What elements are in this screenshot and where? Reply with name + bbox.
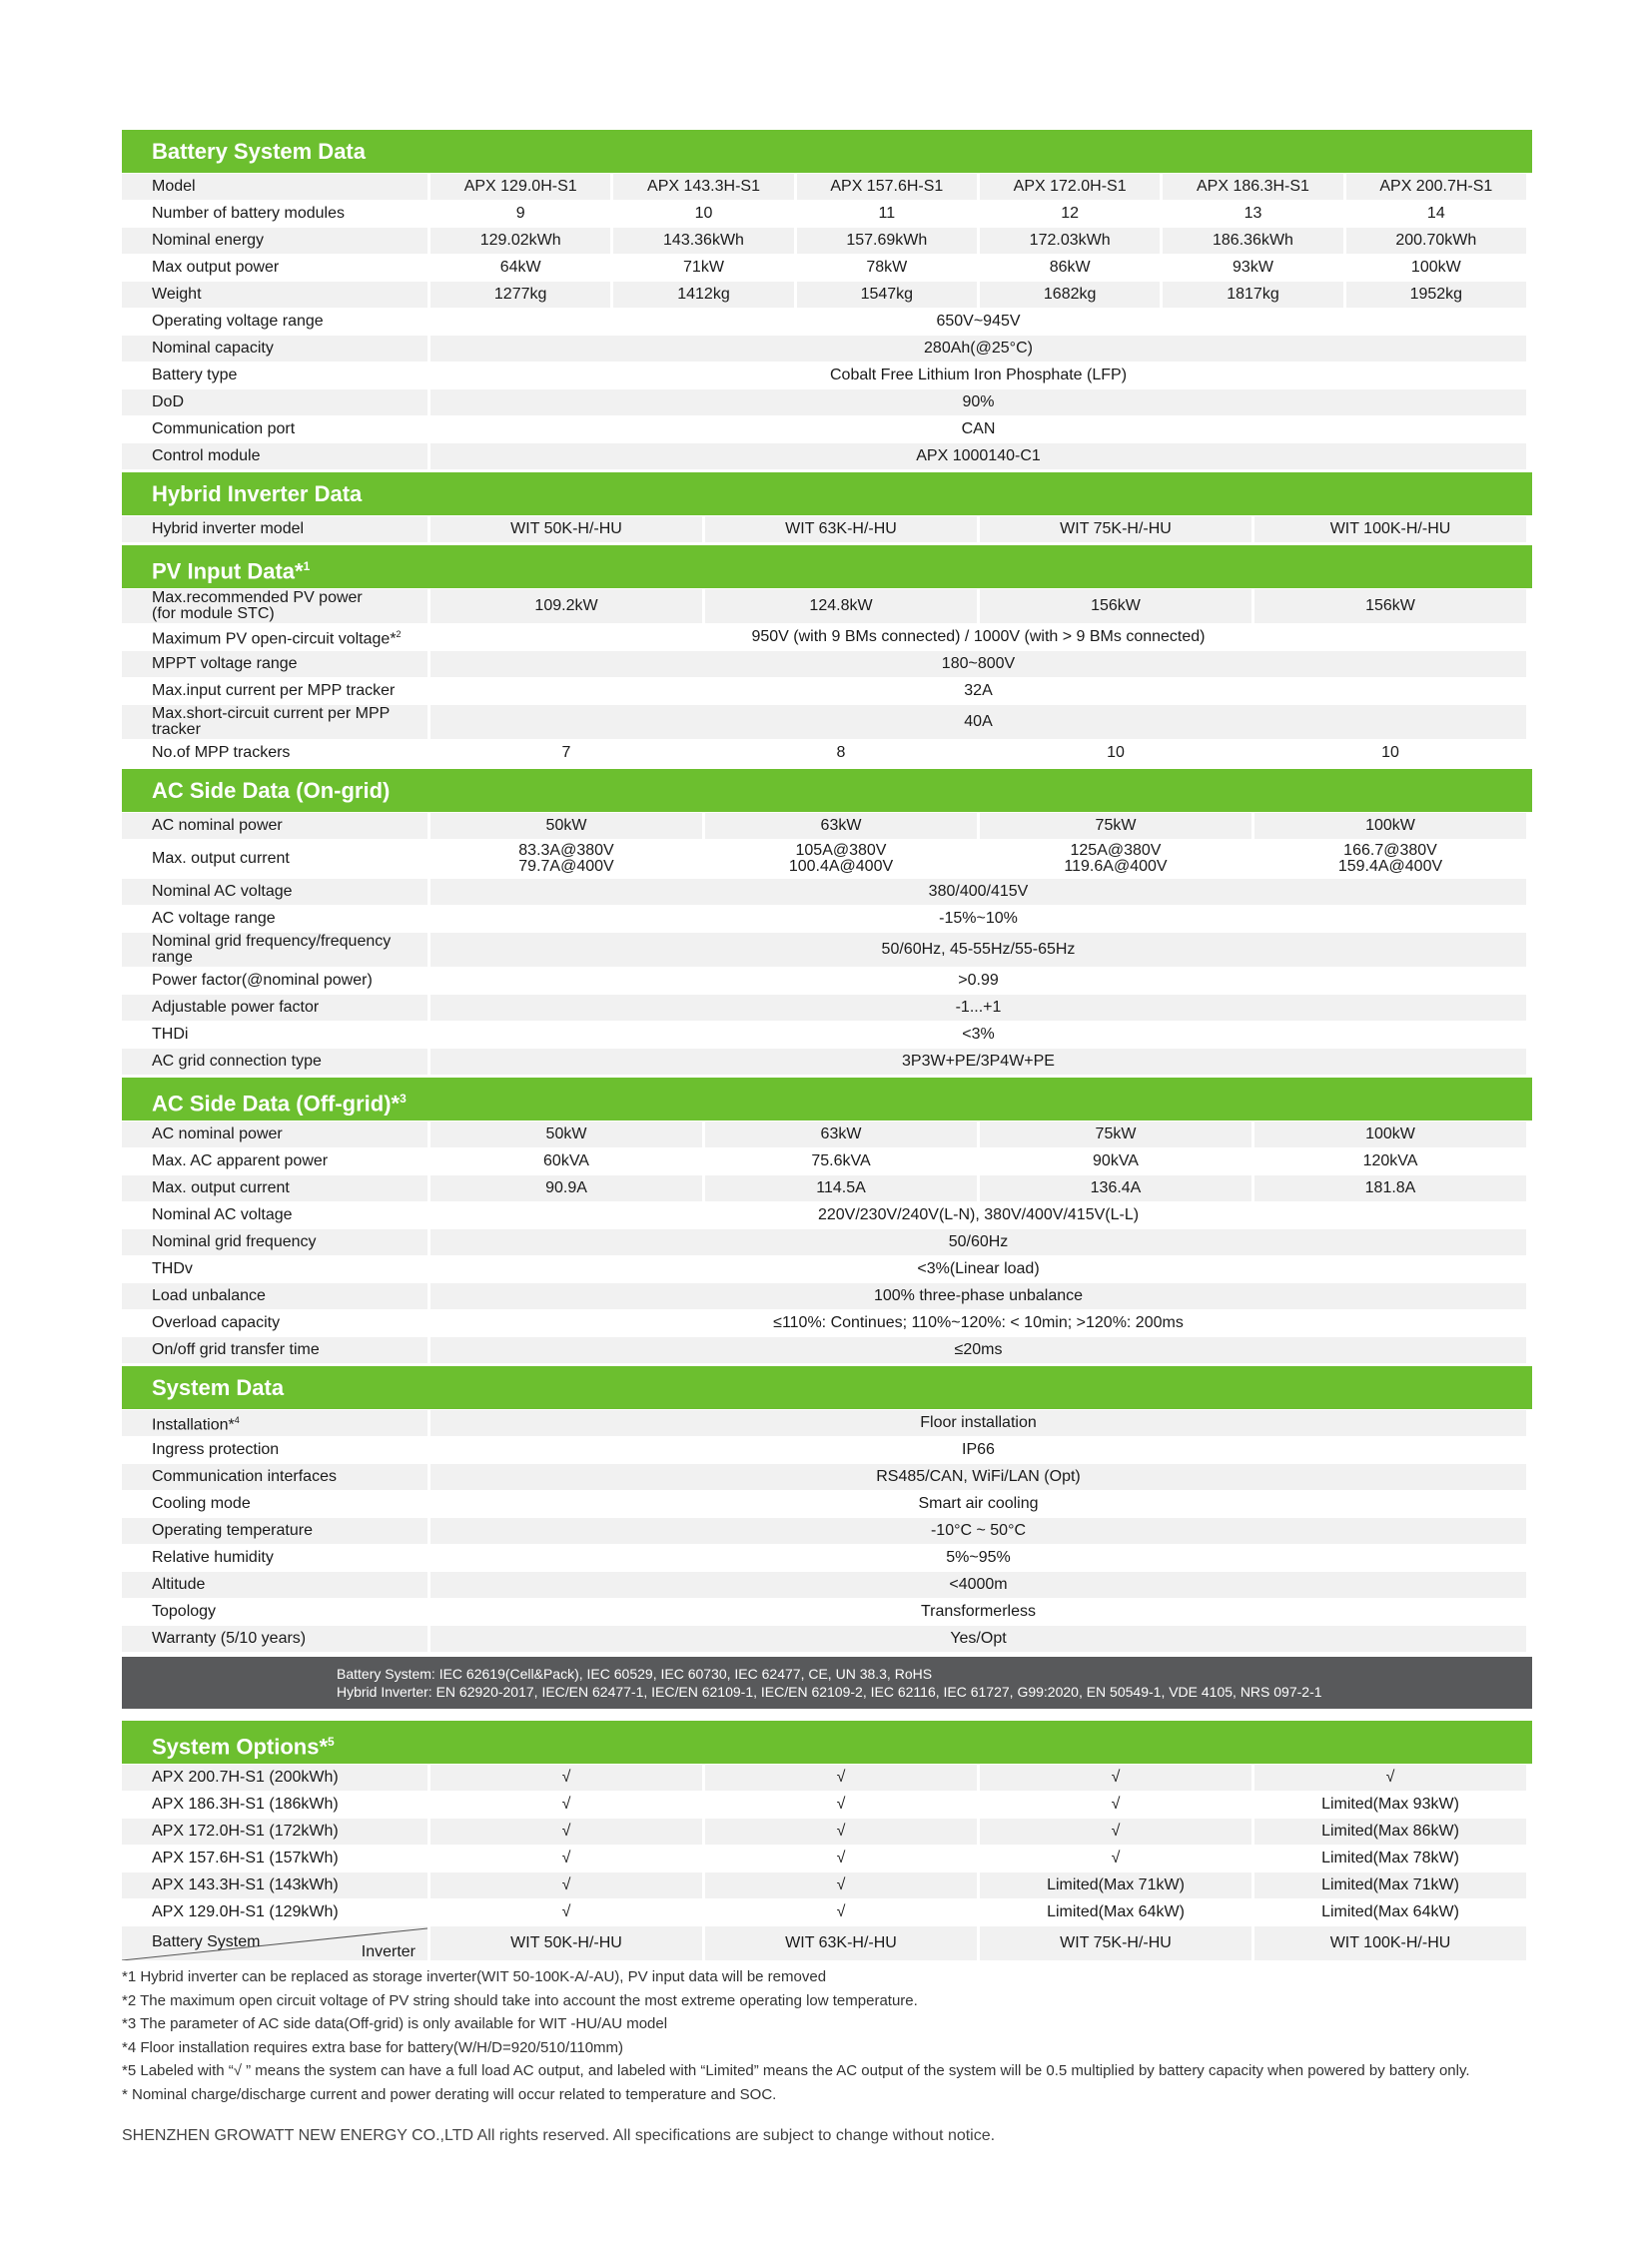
table-row — [122, 840, 1526, 878]
section-header-hybrid — [122, 472, 1532, 515]
table-row — [122, 1846, 1526, 1871]
table-row — [122, 1410, 1526, 1436]
cell: >0.99 — [430, 968, 1526, 994]
cell: 60kVA — [430, 1148, 702, 1174]
row-label: Nominal grid frequency — [122, 1229, 427, 1255]
ac-off-grid-table — [119, 1120, 1529, 1364]
table-row — [122, 1792, 1526, 1818]
cell: 75kW — [980, 1121, 1251, 1147]
cell: 109.2kW — [430, 589, 702, 623]
value-line: 100.4A@400V — [788, 858, 894, 875]
cell: 40A — [430, 705, 1526, 739]
cell: 13 — [1163, 201, 1342, 227]
section-title: System Options* — [152, 1734, 329, 1760]
table-row — [122, 1437, 1526, 1463]
hybrid-table — [119, 515, 1529, 543]
cell: WIT 63K-H/-HU — [705, 1926, 977, 1960]
cell: 156kW — [1254, 589, 1526, 623]
table-row — [122, 879, 1526, 905]
table-row — [122, 813, 1526, 839]
footnote-mark: 3 — [400, 1092, 407, 1106]
table-row — [122, 1202, 1526, 1228]
options-table — [119, 1764, 1529, 1961]
cell: 10 — [1254, 740, 1526, 766]
cell: IP66 — [430, 1437, 1526, 1463]
cell: 93kW — [1163, 255, 1342, 281]
standards-inverter: Hybrid Inverter: EN 62920-2017, IEC/EN 62477-1, IEC/EN 62109-1, IEC/EN 62109-2, IEC 62116, IEC 61727, G99:2020, EN 50549-1, VDE 4105, NRS 097-2-1 — [337, 1684, 1322, 1700]
cell: 124.8kW — [705, 589, 977, 623]
table-row — [122, 1464, 1526, 1490]
cell: 1412kg — [613, 282, 793, 308]
cell: 186.36kWh — [1163, 228, 1342, 254]
row-label: APX 143.3H-S1 (143kWh) — [122, 1872, 427, 1898]
row-label: Overload capacity — [122, 1310, 427, 1336]
table-row — [122, 282, 1526, 308]
cell: 380/400/415V — [430, 879, 1526, 905]
value-line: 159.4A@400V — [1337, 858, 1443, 875]
table-row — [122, 995, 1526, 1021]
cell: 86kW — [980, 255, 1160, 281]
section-header-system — [122, 1366, 1532, 1409]
cell: 90kVA — [980, 1148, 1251, 1174]
table-row — [122, 624, 1526, 650]
row-label: AC grid connection type — [122, 1049, 427, 1075]
cell: WIT 50K-H/-HU — [430, 1926, 702, 1960]
cell: 650V~945V — [430, 309, 1526, 335]
section-title: PV Input Data* — [152, 558, 304, 584]
cell: 64kW — [430, 255, 610, 281]
row-label: AC nominal power — [122, 813, 427, 839]
cell: √ — [980, 1819, 1251, 1845]
table-row — [122, 1819, 1526, 1845]
table-row — [122, 1148, 1526, 1174]
cell: -1...+1 — [430, 995, 1526, 1021]
cell: Cobalt Free Lithium Iron Phosphate (LFP) — [430, 363, 1526, 388]
cell: 200.70kWh — [1346, 228, 1526, 254]
cell: WIT 75K-H/-HU — [980, 1926, 1251, 1960]
cell: √ — [430, 1819, 702, 1845]
table-row — [122, 1310, 1526, 1336]
table-row — [122, 309, 1526, 335]
row-label: No.of MPP trackers — [122, 740, 427, 766]
row-label: Nominal AC voltage — [122, 1202, 427, 1228]
row-label: APX 129.0H-S1 (129kWh) — [122, 1899, 427, 1925]
cell: Smart air cooling — [430, 1491, 1526, 1517]
section-header-options — [122, 1721, 1532, 1764]
cell: Floor installation — [430, 1410, 1526, 1436]
row-label: Altitude — [122, 1572, 427, 1598]
battery-table — [119, 173, 1529, 470]
cell: 172.03kWh — [980, 228, 1160, 254]
table-row — [122, 705, 1526, 739]
table-row — [122, 228, 1526, 254]
cell: APX 186.3H-S1 — [1163, 174, 1342, 200]
value-line: 119.6A@400V — [1064, 858, 1168, 875]
row-label: Model — [122, 174, 427, 200]
cell: 50/60Hz — [430, 1229, 1526, 1255]
cell: -10°C ~ 50°C — [430, 1518, 1526, 1544]
row-label: Nominal capacity — [122, 336, 427, 362]
footnotes — [122, 1965, 1560, 2106]
table-row — [122, 1256, 1526, 1282]
cell: 157.69kWh — [797, 228, 977, 254]
table-row — [122, 1175, 1526, 1201]
cell: APX 172.0H-S1 — [980, 174, 1160, 200]
table-row — [122, 1926, 1526, 1960]
cell: 100kW — [1346, 255, 1526, 281]
row-label: On/off grid transfer time — [122, 1337, 427, 1363]
footnote: *5 Labeled with “√ ” means the system can have a full load AC output, and labeled with “Limited” means the AC output of the system will be 0.5 multiplied by battery capacity when powered by battery only. — [122, 2062, 1470, 2079]
cell: √ — [705, 1846, 977, 1871]
cell: 7 — [430, 740, 702, 766]
row-label: Ingress protection — [122, 1437, 427, 1463]
cell: 1547kg — [797, 282, 977, 308]
cell: 136.4A — [980, 1175, 1251, 1201]
cell: 10 — [613, 201, 793, 227]
table-row — [122, 416, 1526, 442]
cell: 50kW — [430, 1121, 702, 1147]
cell: 114.5A — [705, 1175, 977, 1201]
row-label: Max.input current per MPP tracker — [122, 678, 427, 704]
row-label: Max. output current — [122, 840, 427, 878]
table-row — [122, 336, 1526, 362]
standards-battery: Battery System: IEC 62619(Cell&Pack), IEC 60529, IEC 60730, IEC 62477, CE, UN 38.3, RoHS — [337, 1666, 933, 1682]
copyright-footer: SHENZHEN GROWATT NEW ENERGY CO.,LTD All rights reserved. All specifications are subject to change without notice. — [122, 2127, 996, 2144]
table-row — [122, 1022, 1526, 1048]
cell: 950V (with 9 BMs connected) / 1000V (with > 9 BMs connected) — [430, 624, 1526, 650]
section-title: System Data — [152, 1375, 285, 1400]
cell: 50/60Hz, 45-55Hz/55-65Hz — [430, 933, 1526, 967]
cell: APX 200.7H-S1 — [1346, 174, 1526, 200]
row-label: Warranty (5/10 years) — [122, 1626, 427, 1652]
section-title: AC Side Data (On-grid) — [152, 778, 391, 803]
table-row — [122, 1049, 1526, 1075]
row-label: Nominal grid frequency/frequency range — [122, 933, 427, 967]
cell: 9 — [430, 201, 610, 227]
section-title: Hybrid Inverter Data — [152, 481, 363, 506]
footnote: *3 The parameter of AC side data(Off-grid) is only available for WIT -HU/AU model — [122, 2015, 668, 2032]
cell — [705, 840, 977, 878]
cell: 1277kg — [430, 282, 610, 308]
section-header-ac-on-grid — [122, 769, 1532, 812]
cell: CAN — [430, 416, 1526, 442]
cell: 100% three-phase unbalance — [430, 1283, 1526, 1309]
cell: Limited(Max 86kW) — [1254, 1819, 1526, 1845]
section-header-pv — [122, 545, 1532, 588]
cell: 120kVA — [1254, 1148, 1526, 1174]
cell: 75kW — [980, 813, 1251, 839]
cell: ≤110%: Continues; 110%~120%: < 10min; >120%: 200ms — [430, 1310, 1526, 1336]
row-label: AC nominal power — [122, 1121, 427, 1147]
row-label: Nominal AC voltage — [122, 879, 427, 905]
cell — [980, 840, 1251, 878]
cell: 63kW — [705, 1121, 977, 1147]
cell: Limited(Max 64kW) — [1254, 1899, 1526, 1925]
table-row — [122, 1872, 1526, 1898]
table-row — [122, 363, 1526, 388]
table-row — [122, 174, 1526, 200]
table-row — [122, 1518, 1526, 1544]
row-label: Max. AC apparent power — [122, 1148, 427, 1174]
cell: <3% — [430, 1022, 1526, 1048]
cell: WIT 100K-H/-HU — [1254, 516, 1526, 542]
cell: 1682kg — [980, 282, 1160, 308]
value-line: 79.7A@400V — [518, 858, 614, 875]
cell: √ — [430, 1846, 702, 1871]
corner-battery-label: Battery System — [152, 1933, 261, 1950]
row-label: Max.short-circuit current per MPP tracker — [122, 705, 427, 739]
cell: 100kW — [1254, 813, 1526, 839]
cell: WIT 50K-H/-HU — [430, 516, 702, 542]
cell: <3%(Linear load) — [430, 1256, 1526, 1282]
section-header-battery — [122, 130, 1532, 173]
cell: √ — [980, 1765, 1251, 1791]
footnote: *1 Hybrid inverter can be replaced as storage inverter(WIT 50-100K-A/-AU), PV input data will be removed — [122, 1968, 827, 1985]
cell: ≤20ms — [430, 1337, 1526, 1363]
cell: 90.9A — [430, 1175, 702, 1201]
footnote: * Nominal charge/discharge current and power derating will occur related to temperature and SOC. — [122, 2085, 777, 2103]
cell: 32A — [430, 678, 1526, 704]
cell: 50kW — [430, 813, 702, 839]
cell: √ — [430, 1792, 702, 1818]
cell: WIT 100K-H/-HU — [1254, 1926, 1526, 1960]
cell: 5%~95% — [430, 1545, 1526, 1571]
cell: 181.8A — [1254, 1175, 1526, 1201]
row-label: THDi — [122, 1022, 427, 1048]
footnote-mark: 5 — [328, 1735, 335, 1749]
cell: RS485/CAN, WiFi/LAN (Opt) — [430, 1464, 1526, 1490]
cell: Limited(Max 71kW) — [980, 1872, 1251, 1898]
cell: 14 — [1346, 201, 1526, 227]
cell: 75.6kVA — [705, 1148, 977, 1174]
cell: WIT 75K-H/-HU — [980, 516, 1251, 542]
footnote-mark: 4 — [234, 1415, 240, 1426]
row-label: Max output power — [122, 255, 427, 281]
cell: √ — [980, 1846, 1251, 1871]
cell: √ — [1254, 1765, 1526, 1791]
row-label: MPPT voltage range — [122, 651, 427, 677]
row-label — [122, 624, 427, 650]
cell: 63kW — [705, 813, 977, 839]
row-label: Battery type — [122, 363, 427, 388]
cell: APX 143.3H-S1 — [613, 174, 793, 200]
cell: √ — [705, 1872, 977, 1898]
table-row — [122, 968, 1526, 994]
table-row — [122, 589, 1526, 623]
row-label: Cooling mode — [122, 1491, 427, 1517]
cell: Limited(Max 78kW) — [1254, 1846, 1526, 1871]
cell: 129.02kWh — [430, 228, 610, 254]
table-row — [122, 740, 1526, 766]
row-label: APX 186.3H-S1 (186kWh) — [122, 1792, 427, 1818]
label-line: (for module STC) — [152, 605, 275, 622]
spec-sheet — [122, 128, 1532, 1961]
row-label: DoD — [122, 389, 427, 415]
table-row — [122, 1765, 1526, 1791]
value-line: 83.3A@380V — [518, 842, 614, 859]
footnote-mark: 2 — [396, 629, 402, 640]
row-label: Adjustable power factor — [122, 995, 427, 1021]
table-row — [122, 1599, 1526, 1625]
value-line: 105A@380V — [795, 842, 887, 859]
value-line: 166.7@380V — [1343, 842, 1437, 859]
row-label: AC voltage range — [122, 906, 427, 932]
cell: WIT 63K-H/-HU — [705, 516, 977, 542]
section-header-ac-off-grid — [122, 1078, 1532, 1120]
cell: 10 — [980, 740, 1251, 766]
row-label: Nominal energy — [122, 228, 427, 254]
row-label: APX 200.7H-S1 (200kWh) — [122, 1765, 427, 1791]
cell: 3P3W+PE/3P4W+PE — [430, 1049, 1526, 1075]
cell: 1817kg — [1163, 282, 1342, 308]
table-row — [122, 1121, 1526, 1147]
row-label: Weight — [122, 282, 427, 308]
corner-inverter-label: Inverter — [361, 1943, 415, 1960]
ac-on-grid-table — [119, 812, 1529, 1076]
table-row — [122, 516, 1526, 542]
footnote-mark: 1 — [303, 559, 311, 573]
cell: √ — [705, 1792, 977, 1818]
cell: √ — [705, 1765, 977, 1791]
system-table — [119, 1409, 1529, 1653]
row-label: APX 172.0H-S1 (172kWh) — [122, 1819, 427, 1845]
cell: 1952kg — [1346, 282, 1526, 308]
section-title: Battery System Data — [152, 139, 366, 164]
cell: Limited(Max 71kW) — [1254, 1872, 1526, 1898]
row-label: Load unbalance — [122, 1283, 427, 1309]
cell: 8 — [705, 740, 977, 766]
cell: 11 — [797, 201, 977, 227]
label-text: Installation* — [152, 1416, 235, 1434]
table-row — [122, 255, 1526, 281]
cell: APX 157.6H-S1 — [797, 174, 977, 200]
cell: 280Ah(@25°C) — [430, 336, 1526, 362]
table-row — [122, 389, 1526, 415]
row-label: Number of battery modules — [122, 201, 427, 227]
row-label: Communication interfaces — [122, 1464, 427, 1490]
label-text: Maximum PV open-circuit voltage* — [152, 630, 397, 648]
cell: √ — [430, 1899, 702, 1925]
row-label: Operating temperature — [122, 1518, 427, 1544]
cell: 180~800V — [430, 651, 1526, 677]
corner-header — [122, 1926, 427, 1960]
row-label: Max. output current — [122, 1175, 427, 1201]
footnote: *4 Floor installation requires extra base for battery(W/H/D=920/510/110mm) — [122, 2038, 624, 2056]
footnote: *2 The maximum open circuit voltage of PV string should take into account the most extreme operating low temperature. — [122, 1991, 918, 2009]
table-row — [122, 1337, 1526, 1363]
cell: 12 — [980, 201, 1160, 227]
cell: √ — [980, 1792, 1251, 1818]
standards-bar — [122, 1657, 1532, 1709]
cell — [1254, 840, 1526, 878]
cell: 100kW — [1254, 1121, 1526, 1147]
cell: √ — [705, 1899, 977, 1925]
cell: <4000m — [430, 1572, 1526, 1598]
label-line: Max.recommended PV power — [152, 589, 363, 606]
row-label — [122, 1410, 427, 1436]
cell: Limited(Max 93kW) — [1254, 1792, 1526, 1818]
table-row — [122, 1626, 1526, 1652]
row-label: Communication port — [122, 416, 427, 442]
row-label — [122, 589, 427, 623]
table-row — [122, 651, 1526, 677]
table-row — [122, 1491, 1526, 1517]
table-row — [122, 1283, 1526, 1309]
cell: APX 129.0H-S1 — [430, 174, 610, 200]
table-row — [122, 443, 1526, 469]
corner-cell — [122, 1926, 427, 1960]
table-row — [122, 678, 1526, 704]
table-row — [122, 1229, 1526, 1255]
section-title: AC Side Data (Off-grid)* — [152, 1091, 401, 1117]
row-label: Control module — [122, 443, 427, 469]
table-row — [122, 906, 1526, 932]
row-label: APX 157.6H-S1 (157kWh) — [122, 1846, 427, 1871]
pv-table — [119, 588, 1529, 767]
cell: √ — [430, 1872, 702, 1898]
cell: 143.36kWh — [613, 228, 793, 254]
cell: 156kW — [980, 589, 1251, 623]
cell: -15%~10% — [430, 906, 1526, 932]
cell: Transformerless — [430, 1599, 1526, 1625]
row-label: Hybrid inverter model — [122, 516, 427, 542]
table-row — [122, 1572, 1526, 1598]
table-row — [122, 1545, 1526, 1571]
cell: Yes/Opt — [430, 1626, 1526, 1652]
row-label: Operating voltage range — [122, 309, 427, 335]
cell: Limited(Max 64kW) — [980, 1899, 1251, 1925]
cell: 220V/230V/240V(L-N), 380V/400V/415V(L-L) — [430, 1202, 1526, 1228]
cell — [430, 840, 702, 878]
cell: √ — [705, 1819, 977, 1845]
cell: 90% — [430, 389, 1526, 415]
cell: √ — [430, 1765, 702, 1791]
row-label: THDv — [122, 1256, 427, 1282]
table-row — [122, 201, 1526, 227]
table-row — [122, 933, 1526, 967]
row-label: Power factor(@nominal power) — [122, 968, 427, 994]
cell: APX 1000140-C1 — [430, 443, 1526, 469]
value-line: 125A@380V — [1070, 842, 1162, 859]
cell: 71kW — [613, 255, 793, 281]
cell: 78kW — [797, 255, 977, 281]
row-label: Relative humidity — [122, 1545, 427, 1571]
row-label: Topology — [122, 1599, 427, 1625]
table-row — [122, 1899, 1526, 1925]
